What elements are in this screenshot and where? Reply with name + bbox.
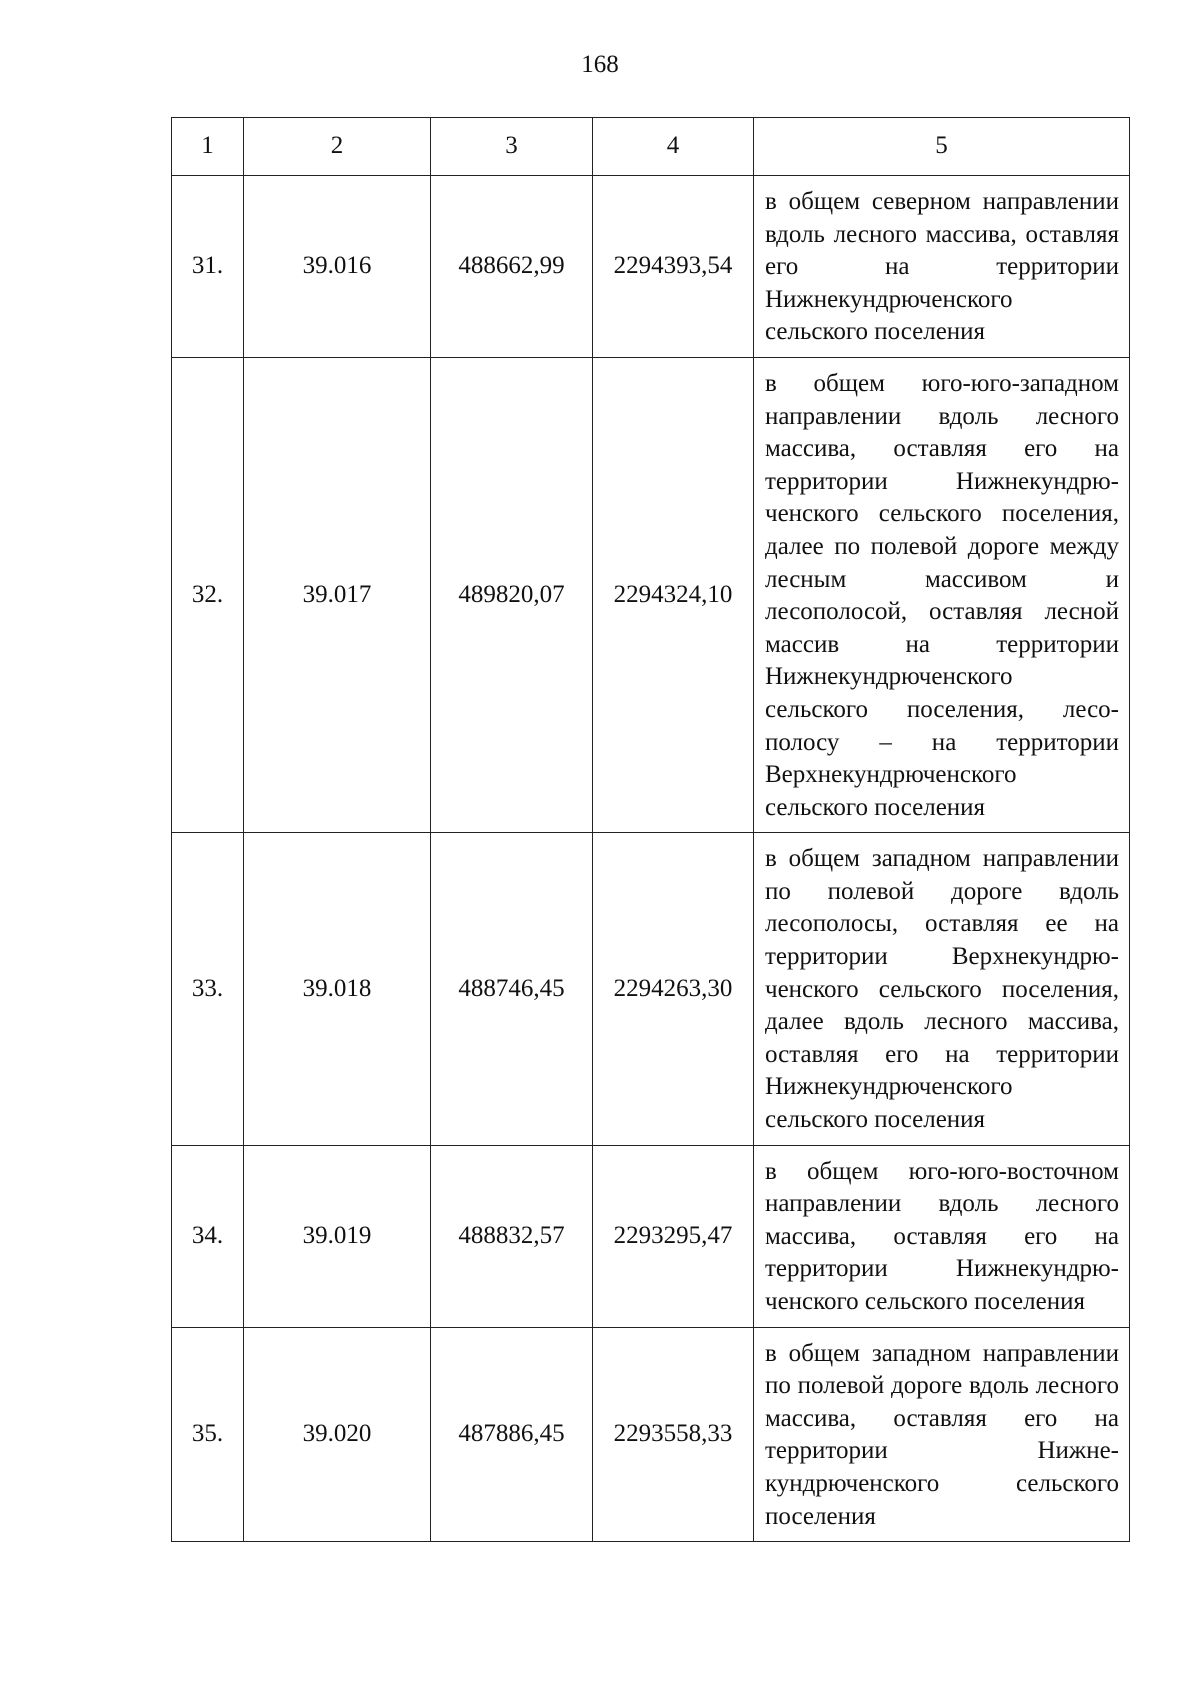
row-number: 33. bbox=[172, 833, 244, 1145]
row-number: 32. bbox=[172, 357, 244, 832]
row-number: 31. bbox=[172, 176, 244, 358]
boundary-description: в общем юго-юго-восточном направлении вдоль лесного массива, оставляя его на территории Нижнекундрюченского сельского поселения bbox=[754, 1145, 1130, 1327]
row-number: 35. bbox=[172, 1327, 244, 1542]
point-code: 39.020 bbox=[244, 1327, 431, 1542]
y-coordinate: 2294263,30 bbox=[593, 833, 754, 1145]
table-row bbox=[172, 176, 1130, 358]
table-row bbox=[172, 833, 1130, 1145]
y-coordinate: 2294324,10 bbox=[593, 357, 754, 832]
header-cell-5: 5 bbox=[754, 118, 1130, 176]
boundary-description: в общем юго-юго-западном направлении вдоль лесного массива, оставляя его на территории Нижнекундрюченского сельского поселения, далее по полевой дороге между лесным массивом и лесополосой, оставляя лесной массив на территории Нижнекундрюченского сельского поселения, лесополосу – на территории Верхнекундрюченского сельского поселения bbox=[754, 357, 1130, 832]
boundary-description: в общем западном направлении по полевой дороге вдоль лесного массива, оставляя его на территории Нижнекундрюченского сельского поселения bbox=[754, 1327, 1130, 1542]
x-coordinate: 489820,07 bbox=[431, 357, 593, 832]
table-row bbox=[172, 1145, 1130, 1327]
table-row bbox=[172, 1327, 1130, 1542]
table-row bbox=[172, 357, 1130, 832]
y-coordinate: 2294393,54 bbox=[593, 176, 754, 358]
x-coordinate: 488746,45 bbox=[431, 833, 593, 1145]
x-coordinate: 488832,57 bbox=[431, 1145, 593, 1327]
point-code: 39.019 bbox=[244, 1145, 431, 1327]
x-coordinate: 487886,45 bbox=[431, 1327, 593, 1542]
y-coordinate: 2293295,47 bbox=[593, 1145, 754, 1327]
point-code: 39.017 bbox=[244, 357, 431, 832]
point-code: 39.016 bbox=[244, 176, 431, 358]
boundary-points-table bbox=[171, 117, 1130, 1542]
header-cell-4: 4 bbox=[593, 118, 754, 176]
row-number: 34. bbox=[172, 1145, 244, 1327]
header-cell-2: 2 bbox=[244, 118, 431, 176]
page-number: 168 bbox=[581, 51, 619, 78]
boundary-description: в общем западном направлении по полевой дороге вдоль лесополосы, оставляя ее на территории Верхнекундрюченского сельского поселения, далее вдоль лесного массива, оставляя его на территории Нижнекундрюченского сельского поселения bbox=[754, 833, 1130, 1145]
header-cell-1: 1 bbox=[172, 118, 244, 176]
point-code: 39.018 bbox=[244, 833, 431, 1145]
x-coordinate: 488662,99 bbox=[431, 176, 593, 358]
y-coordinate: 2293558,33 bbox=[593, 1327, 754, 1542]
boundary-description: в общем северном направлении вдоль лесного массива, оставляя его на территории Нижнекундрюченского сельского поселения bbox=[754, 176, 1130, 358]
table-header-row bbox=[172, 118, 1130, 176]
header-cell-3: 3 bbox=[431, 118, 593, 176]
